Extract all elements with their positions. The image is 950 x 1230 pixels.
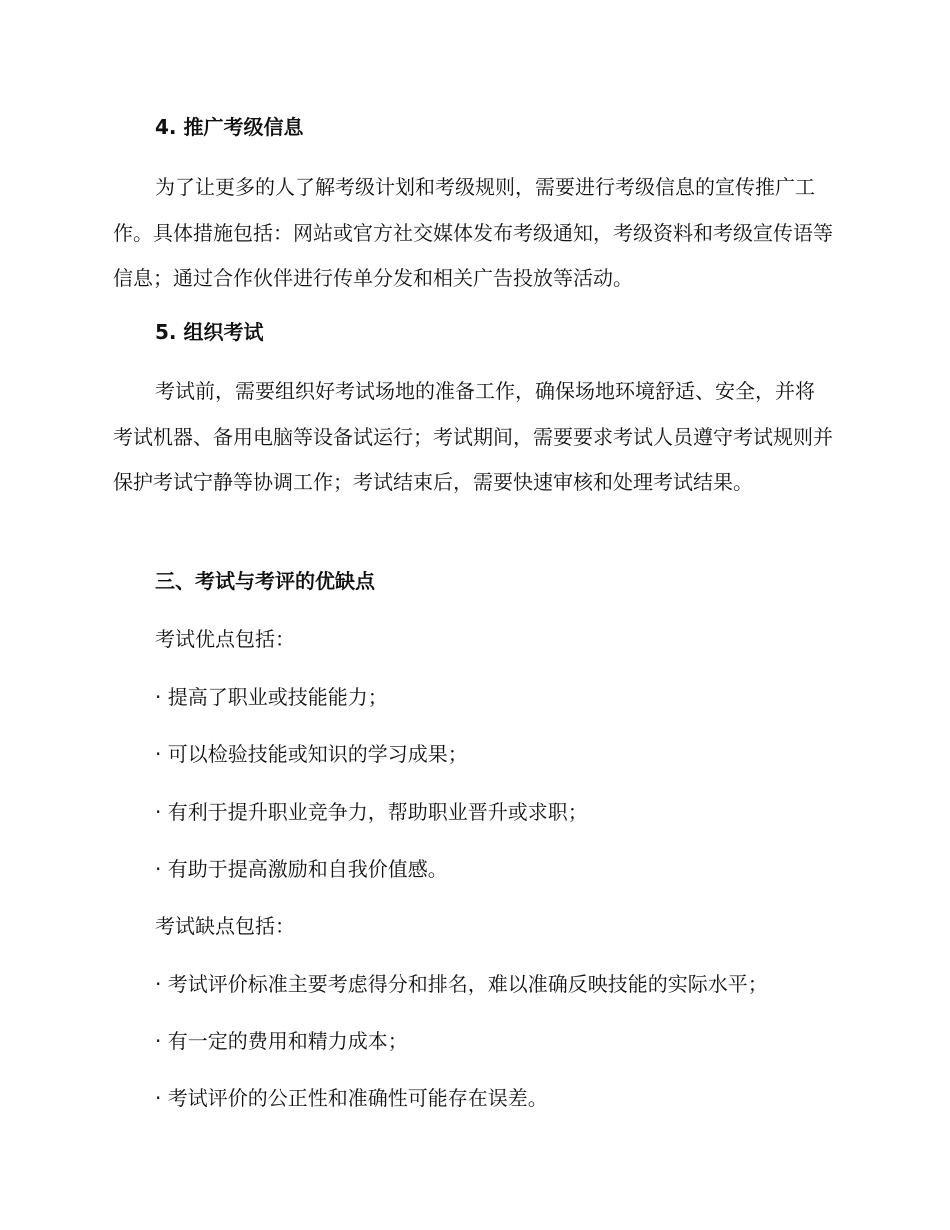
section-4-heading: 4. 推广考级信息 <box>155 115 304 139</box>
cons-intro: 考试缺点包括： <box>155 914 295 938</box>
section-5-heading: 5. 组织考试 <box>155 320 264 344</box>
list-item: · 考试评价标准主要考虑得分和排名，难以准确反映技能的实际水平； <box>155 972 768 996</box>
list-item: · 提高了职业或技能能力； <box>155 685 388 709</box>
list-item: · 有助于提高激励和自我价值感。 <box>155 857 448 881</box>
list-item: · 考试评价的公正性和准确性可能存在误差。 <box>155 1086 548 1110</box>
section-5-paragraph: 考试前，需要组织好考试场地的准备工作，确保场地环境舒适、安全，并将考试机器、备用电脑等设备试运行；考试期间，需要要求考试人员遵守考试规则并保护考试宁静等协调工作；考试结束后，需要快速审核和处理考试结果。 <box>113 379 833 494</box>
section-4-paragraph: 为了让更多的人了解考级计划和考级规则，需要进行考级信息的宣传推广工作。具体措施包括：网站或官方社交媒体发布考级通知，考级资料和考级宣传语等信息；通过合作伙伴进行传单分发和相关广告投放等活动。 <box>113 175 833 290</box>
list-item: · 有利于提升职业竞争力，帮助职业晋升或求职； <box>155 800 588 824</box>
list-item: · 有一定的费用和精力成本； <box>155 1029 408 1053</box>
section-3-heading: 三、考试与考评的优缺点 <box>155 569 375 593</box>
pros-intro: 考试优点包括： <box>155 627 295 651</box>
list-item: · 可以检验技能或知识的学习成果； <box>155 742 468 766</box>
